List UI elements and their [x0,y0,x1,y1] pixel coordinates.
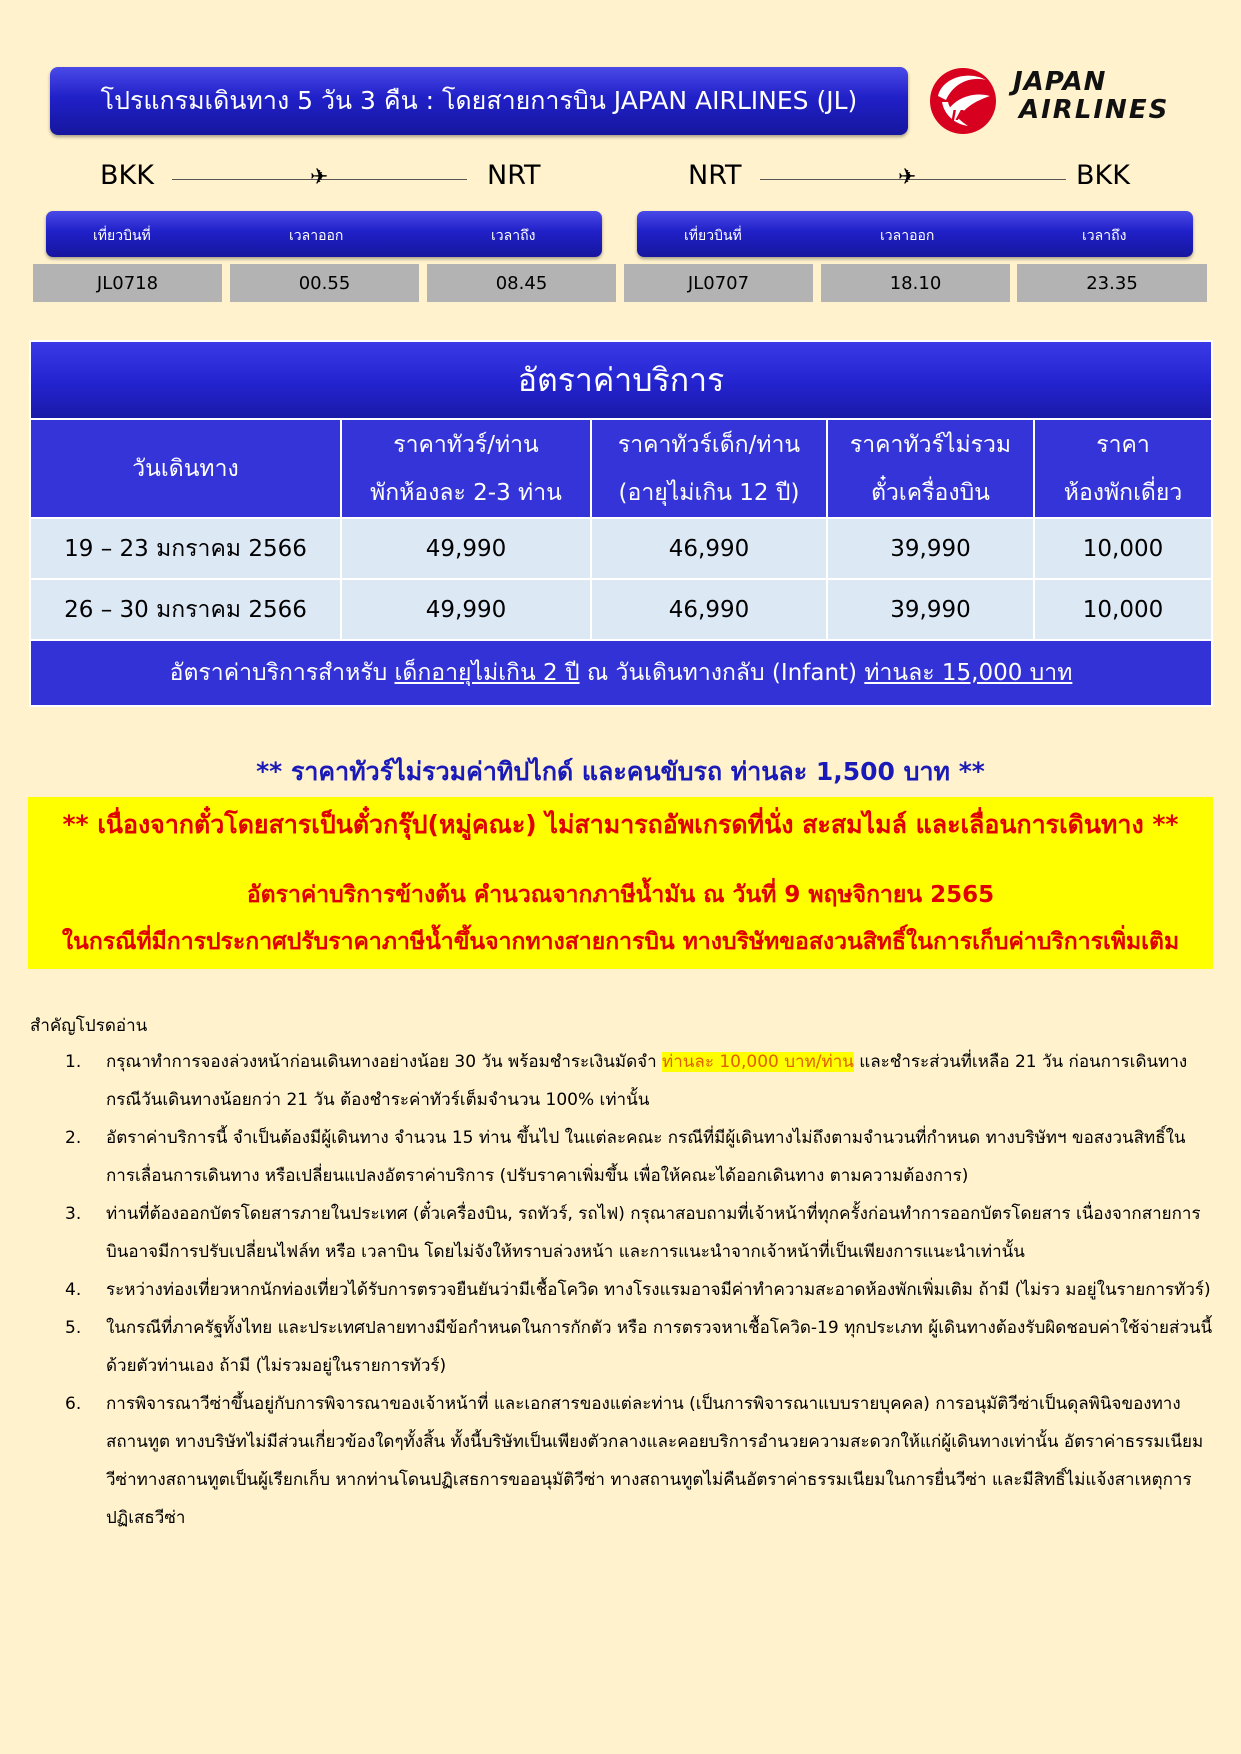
jal-crane-icon [928,66,998,136]
list-item: 4. ระหว่างท่องเที่ยวหากนักท่องเที่ยวได้รับการตรวจยืนยันว่ามีเชื้อโควิด ทางโรงแรมอาจมีค่าทำความสะอาดห้องพักเพิ่มเติม ถ้ามี (ไม่รว มอยู่ในรายการทัวร์) [65,1280,1211,1300]
list-item: 2. อัตราค่าบริการนี้ จำเป็นต้องมีผู้เดินทาง จำนวน 15 ท่าน ขึ้นไป ในแต่ละคณะ กรณีที่มีผู้เดินทางไม่ถึงตามจำนวนที่กำหนด ทางบริษัทฯ ขอสงวนสิทธิ์ในการเลื่อนการเดินทาง หรือเปลี่ยนแปลงอัตราค่าบริการ (ปรับราคาเพิ่มขึ้น เพื่อให้คณะได้ออกเดินทาง ตามความต้องการ) [65,1128,1186,1186]
airplane-icon: ✈ [898,165,917,190]
airplane-icon: ✈ [310,165,329,190]
jal-logo [928,66,1218,138]
warning-box [28,797,1213,969]
important-heading: สำคัญโปรดอ่าน [30,1016,148,1036]
list-item: 5. ในกรณีที่ภาครัฐทั้งไทย และประเทศปลายทางมีข้อกำหนดในการกักตัว หรือ การตรวจหาเชื้อโควิด-19 ทุกประเภท ผู้เดินทางต้องรับผิดชอบค่าใช้จ่ายส่วนนี้ด้วยตัวท่านเอง ถ้ามี (ไม่รวมอยู่ในรายการทัวร์) [65,1318,1213,1376]
table-row [30,518,1212,579]
return-route [620,160,1241,200]
page-title: โปรแกรมเดินทาง 5 วัน 3 คืน : โดยสายการบิน JAPAN AIRLINES (JL) [100,86,858,115]
single-room-price: 10,000 [1034,579,1212,640]
return-header-bar [637,211,1193,257]
no-ticket-price: 39,990 [827,518,1034,579]
outbound-from: BKK [100,160,154,191]
price-table [29,340,1213,707]
column-header-single-room: ราคา ห้องพักเดี่ยว [1034,419,1212,518]
infant-price-note: อัตราค่าบริการสำหรับ เด็กอายุไม่เกิน 2 ปี ณ วันเดินทางกลับ (Infant) ท่านละ 15,000 บาท [30,640,1212,706]
list-item: 1. กรุณาทำการจองล่วงหน้าก่อนเดินทางอย่างน้อย 30 วัน พร้อมชำระเงินมัดจำ ท่านละ 10,000 บาท/ท่าน และชำระส่วนที่เหลือ 21 วัน ก่อนการเดินทาง กรณีวันเดินทางน้อยกว่า 21 วัน ต้องชำระค่าทัวร์เต็มจำนวน 100% เท่านั้น [65,1052,1188,1110]
return-to: BKK [1076,160,1130,191]
tip-note: ** ราคาทัวร์ไม่รวมค่าทิปไกด์ และคนขับรถ ท่านละ 1,500 บาท ** [256,757,985,786]
single-room-price: 10,000 [1034,518,1212,579]
adult-price: 49,990 [341,579,591,640]
list-item: 6. การพิจารณาวีซ่าขึ้นอยู่กับการพิจารณาของเจ้าหน้าที่ และเอกสารของแต่ละท่าน (เป็นการพิจารณาแบบรายบุคคล) การอนุมัติวีซ่าเป็นดุลพินิจของทางสถานทูต ทางบริษัทไม่มีส่วนเกี่ยวข้องใดๆทั้งสิ้น ทั้งนี้บริษัทเป็นเพียงตัวกลางและคอยบริการอำนวยความสะดวกให้แก่ผู้เดินทางเท่านั้น อัตราค่าธรรมเนียมวีซ่าทางสถานทูตเป็นผู้เรียกเก็บ หากท่านโดนปฏิเสธการขออนุมัติวีซ่า ทางสถานทูตไม่คืนอัตราค่าธรรมเนียมในการยื่นวีซ่า และมีสิทธิ์ไม่แจ้งสาเหตุการปฏิเสธวีซ่า [65,1394,1204,1528]
outbound-depart-time: 00.55 [230,264,419,302]
table-row [30,579,1212,640]
return-arrive-time: 23.35 [1017,264,1207,302]
outbound-header-bar [46,211,602,257]
important-list [65,1043,1213,1537]
outbound-to: NRT [487,160,541,191]
surcharge-note: ในกรณีที่มีการประกาศปรับราคาภาษีน้ำขึ้นจากทางสายการบิน ทางบริษัทขอสงวนสิทธิ์ในการเก็บค่าบริการเพิ่มเติม [61,929,1180,955]
outbound-route [0,160,620,200]
logo-line-1: JAPAN [1013,67,1107,97]
travel-date: 26 – 30 มกราคม 2566 [30,579,341,640]
adult-price: 49,990 [341,518,591,579]
column-header-date: วันเดินทาง [30,419,341,518]
price-table-title: อัตราค่าบริการ [30,341,1212,419]
list-item: 3. ท่านที่ต้องออกบัตรโดยสารภายในประเทศ (ตั๋วเครื่องบิน, รถทัวร์, รถไฟ) กรุณาสอบถามที่เจ้าหน้าที่ทุกครั้งก่อนทำการออกบัตรโดยสาร เนื่องจากสายการบินอาจมีการปรับเปลี่ยนไฟล์ท หรือ เวลาบิน โดยไม่จังให้ทราบล่วงหน้า และการแนะนำจากเจ้าหน้าที่เป็นเพียงการแนะนำเท่านั้น [65,1204,1201,1262]
header-arrive: เวลาถึง [491,228,536,244]
header-depart: เวลาออก [289,228,344,244]
column-header-adult-price: ราคาทัวร์/ท่าน พักห้องละ 2-3 ท่าน [341,419,591,518]
group-ticket-warning: ** เนื่องจากตั๋วโดยสารเป็นตั๋วกรุ๊ป(หมู่คณะ) ไม่สามารถอัพเกรดที่นั่ง สะสมไมล์ และเลื่อนการเดินทาง ** [62,810,1179,839]
no-ticket-price: 39,990 [827,579,1034,640]
deposit-highlight: ท่านละ 10,000 บาท/ท่าน [662,1052,854,1072]
column-header-child-price: ราคาทัวร์เด็ก/ท่าน (อายุไม่เกิน 12 ปี) [591,419,827,518]
page-title-banner [50,67,908,135]
header-depart: เวลาออก [880,228,935,244]
outbound-arrive-time: 08.45 [427,264,616,302]
outbound-flight-no: JL0718 [33,264,222,302]
return-flight-no: JL0707 [624,264,813,302]
child-price: 46,990 [591,579,827,640]
jal-wordmark [1013,68,1169,124]
jal-badge-text: JAL [951,109,975,124]
header-flight-no: เที่ยวบินที่ [93,228,151,244]
fuel-tax-note: อัตราค่าบริการข้างต้น คำนวณจากภาษีน้ำมัน ณ วันที่ 9 พฤษจิกายน 2565 [246,882,995,908]
return-from: NRT [688,160,742,191]
header-arrive: เวลาถึง [1082,228,1127,244]
column-header-no-ticket-price: ราคาทัวร์ไม่รวม ตั๋วเครื่องบิน [827,419,1034,518]
return-depart-time: 18.10 [821,264,1010,302]
header-flight-no: เที่ยวบินที่ [684,228,742,244]
logo-line-2: AIRLINES [1019,95,1170,125]
child-price: 46,990 [591,518,827,579]
travel-date: 19 – 23 มกราคม 2566 [30,518,341,579]
